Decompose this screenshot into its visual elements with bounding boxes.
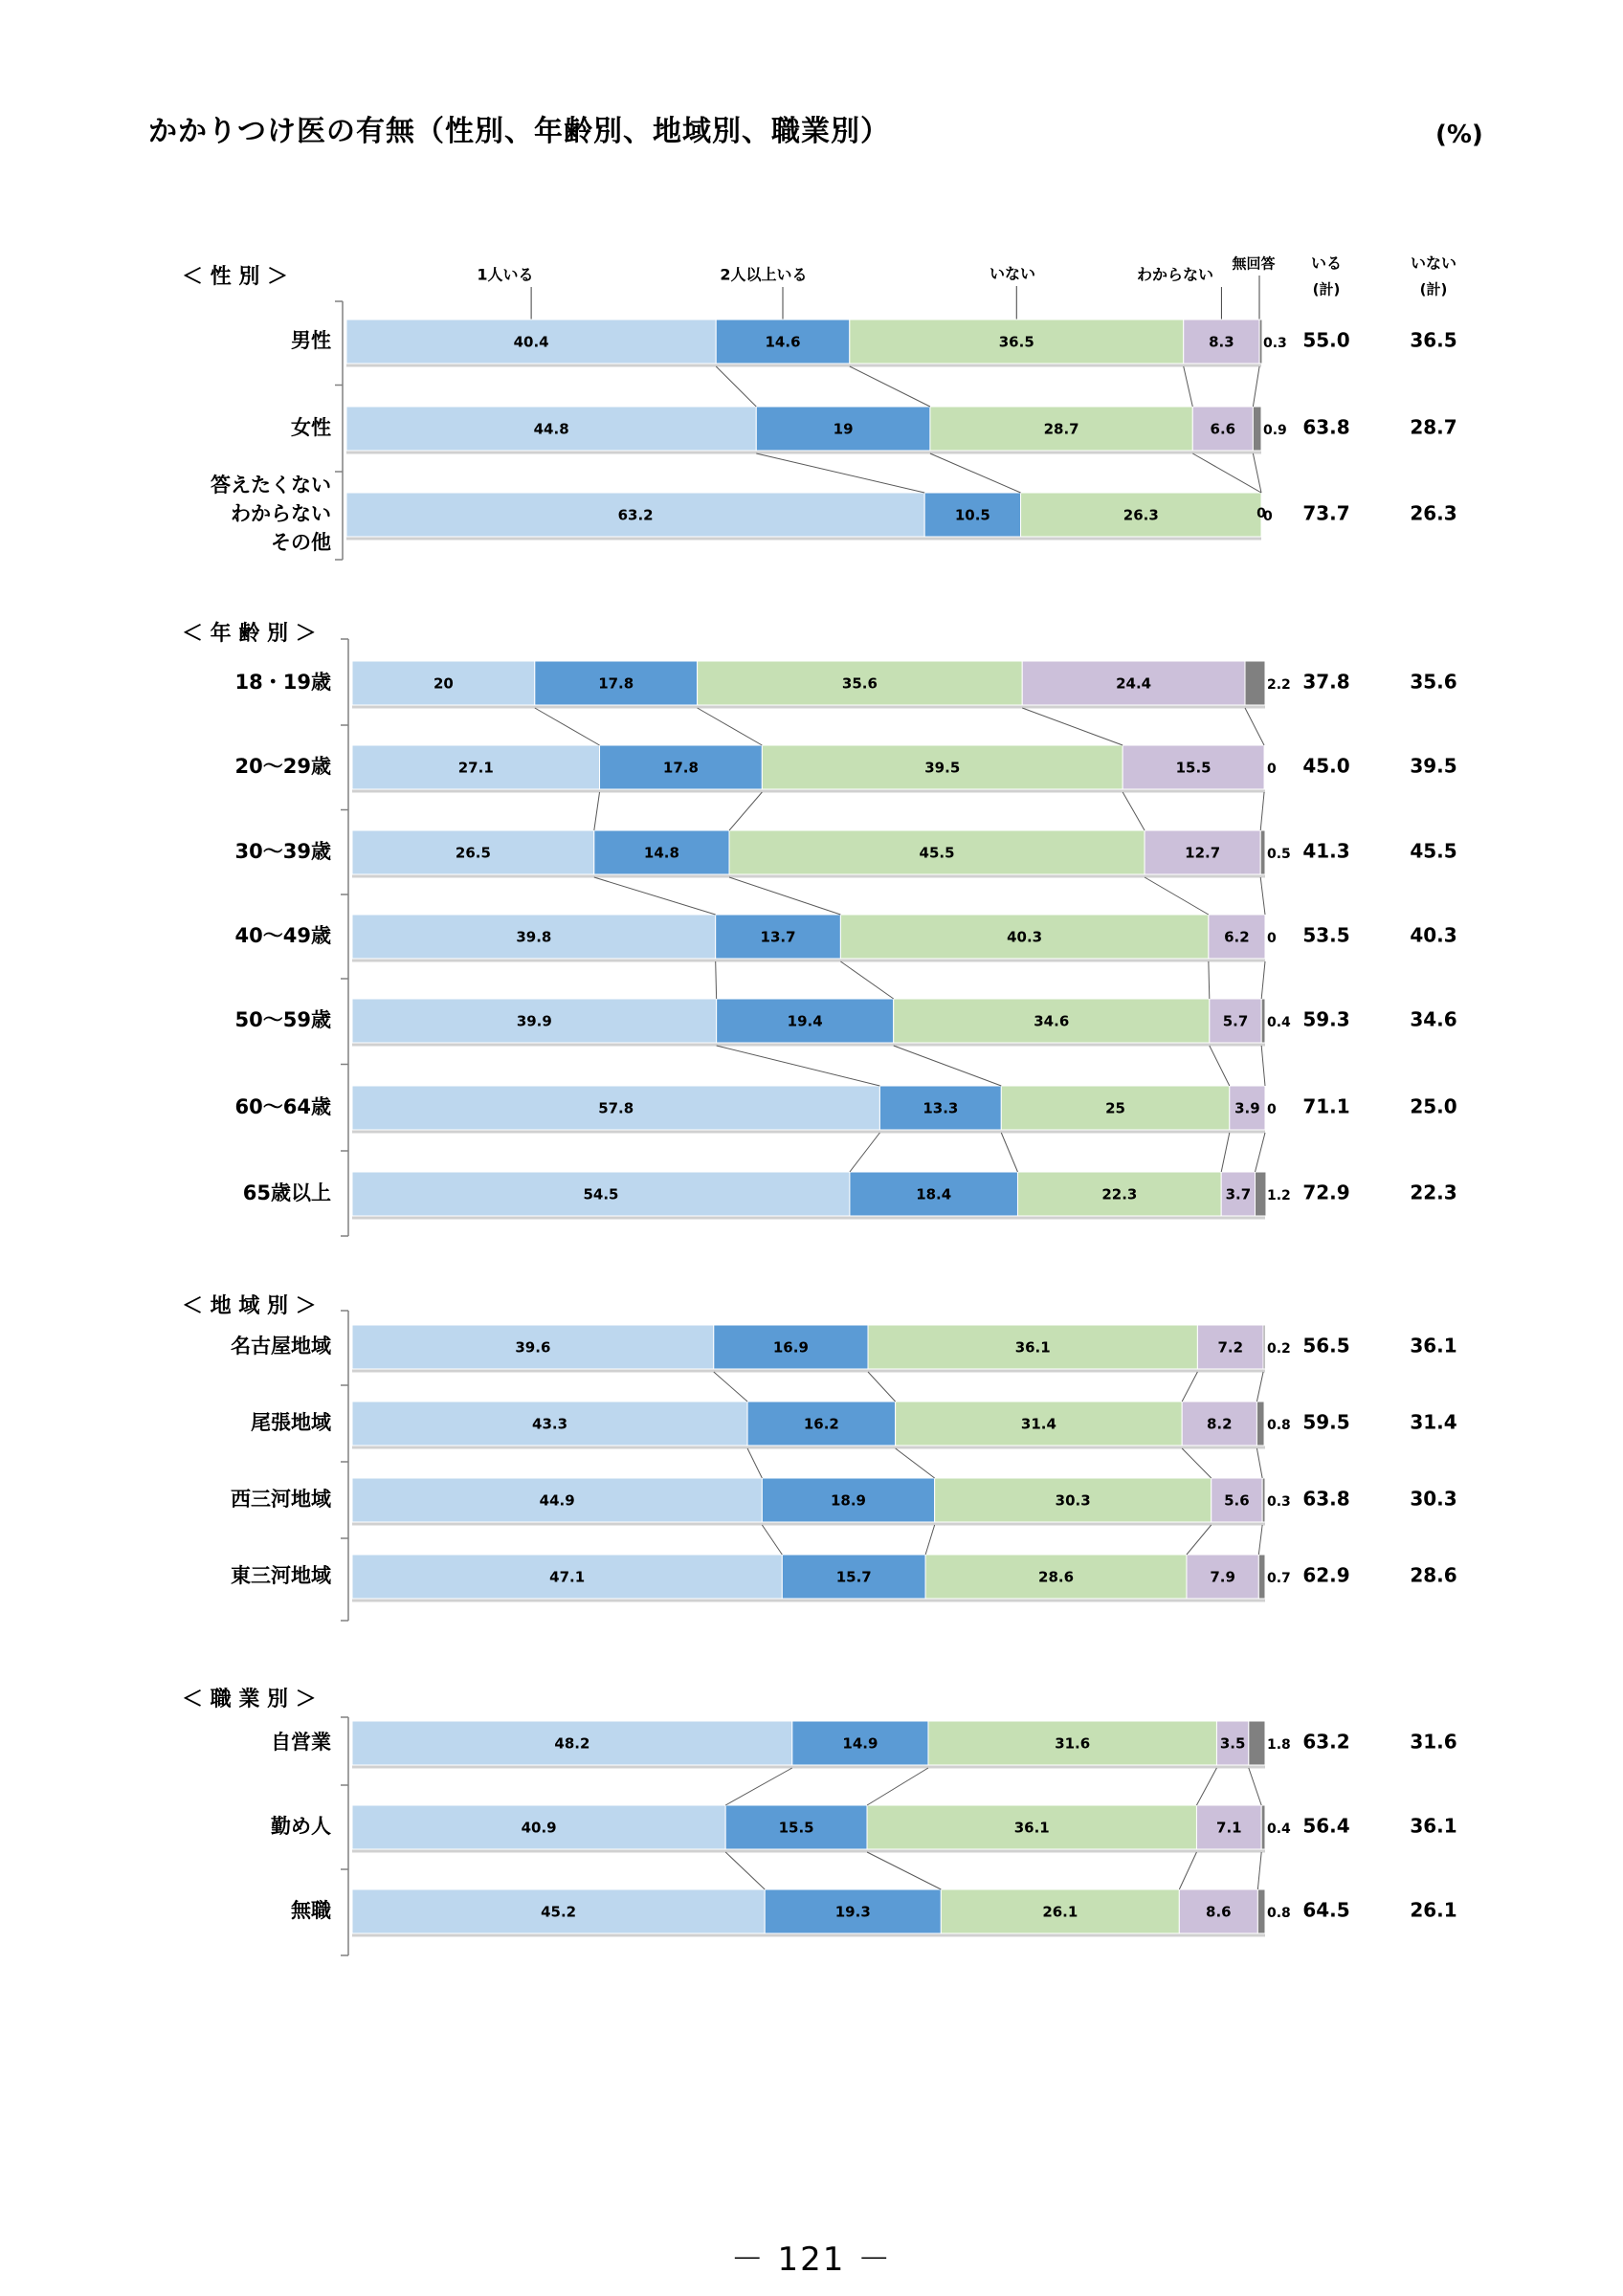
data-label-no-answer: 0.5: [1267, 847, 1291, 862]
total-yes: 55.0: [1302, 328, 1350, 352]
series-connector: [930, 453, 1021, 493]
total-no: 34.6: [1410, 1007, 1457, 1031]
series-connector: [1196, 1768, 1216, 1805]
row-label: 勤め人: [271, 1815, 331, 1838]
row-label: 男性: [291, 329, 331, 352]
total-no: 26.1: [1410, 1898, 1457, 1922]
total-no: 26.3: [1410, 501, 1457, 525]
series-connector: [1258, 1525, 1262, 1555]
group-header: ＜ 年 齢 別 ＞: [182, 622, 317, 646]
data-label-none: 22.3: [1101, 1185, 1138, 1203]
data-label-none: 30.3: [1055, 1491, 1091, 1510]
bar-segment-no-answer: [1263, 1325, 1265, 1369]
bar-segment-no-answer: [1256, 1402, 1264, 1446]
series-connector: [1256, 1133, 1265, 1172]
data-label-no-answer: 0.7: [1267, 1571, 1291, 1586]
total-no: 36.1: [1410, 1334, 1457, 1358]
row-label: 50～59歳: [234, 1008, 331, 1031]
series-connector: [1187, 1525, 1212, 1555]
data-label-two-plus: 16.9: [772, 1338, 809, 1357]
series-connector: [756, 453, 924, 493]
series-connector: [1022, 708, 1123, 745]
series-connector: [1257, 1852, 1261, 1889]
total-no: 45.5: [1410, 839, 1457, 863]
series-connector: [716, 961, 717, 999]
data-label-no-answer: 1.8: [1267, 1737, 1291, 1753]
data-label-two-plus: 14.9: [842, 1734, 878, 1753]
total-yes: 53.5: [1302, 923, 1350, 947]
data-label-one: 47.1: [549, 1568, 586, 1586]
series-connector: [725, 1852, 765, 1889]
bar-segment-no-answer: [1261, 1805, 1265, 1849]
data-label-unknown: 5.6: [1224, 1491, 1250, 1510]
total-yes: 45.0: [1302, 754, 1350, 778]
row-label: 40～49歳: [234, 924, 331, 947]
data-label-one: 40.4: [513, 333, 549, 351]
data-label-one: 27.1: [457, 759, 494, 777]
series-connector: [925, 1525, 935, 1555]
data-label-two-plus: 14.6: [765, 333, 801, 351]
bar-segment-no-answer: [1249, 1721, 1265, 1765]
series-connector: [714, 1372, 747, 1402]
data-label-two-plus: 10.5: [954, 506, 990, 524]
bar-segment-no-answer: [1258, 1555, 1265, 1599]
bar-segment-no-answer: [1261, 999, 1265, 1043]
data-label-one: 44.9: [539, 1491, 575, 1510]
data-label-no-answer: 0.3: [1263, 336, 1287, 351]
series-connector: [1256, 1448, 1262, 1478]
series-connector: [894, 1046, 1002, 1086]
series-connector: [896, 1448, 935, 1478]
data-label-none: 28.6: [1038, 1568, 1075, 1586]
data-label-no-answer: 0.2: [1267, 1341, 1291, 1357]
row-label: 20～29歳: [234, 755, 331, 778]
row-label: 60～64歳: [234, 1095, 331, 1118]
series-connector: [868, 1372, 896, 1402]
data-label-two-plus: 14.8: [643, 844, 679, 862]
total-no: 31.6: [1410, 1730, 1457, 1754]
series-connector: [1261, 961, 1265, 999]
row-label: 自営業: [271, 1731, 331, 1754]
total-no: 28.7: [1410, 415, 1457, 439]
data-label-no-answer: 2.2: [1267, 677, 1291, 693]
series-connector: [1221, 1133, 1230, 1172]
series-connector: [867, 1768, 928, 1805]
data-label-two-plus: 19: [833, 420, 854, 438]
row-label: 答えたくない: [211, 474, 331, 497]
data-label-two-plus: 17.8: [662, 759, 699, 777]
row-label: 東三河地域: [231, 1564, 331, 1587]
total-no: 25.0: [1410, 1094, 1457, 1118]
series-connector: [1260, 792, 1264, 830]
series-connector: [725, 1768, 792, 1805]
row-label: 尾張地域: [251, 1411, 331, 1434]
total-yes: 62.9: [1302, 1563, 1350, 1587]
row-label: 18・19歳: [234, 671, 331, 694]
bar-segment-no-answer: [1253, 407, 1261, 451]
series-connector: [729, 877, 840, 915]
legend-label-no-answer: 無回答: [1232, 254, 1276, 273]
page-title: かかりつけ医の有無（性別、年齢別、地域別、職業別）: [148, 115, 890, 148]
series-connector: [1210, 1046, 1230, 1086]
data-label-unknown: 15.5: [1175, 759, 1212, 777]
series-connector: [716, 366, 756, 407]
legend-label-none: いない: [989, 264, 1036, 283]
data-label-unknown: 12.7: [1185, 844, 1221, 862]
row-label: 西三河地域: [231, 1488, 331, 1511]
series-connector: [1145, 877, 1209, 915]
series-connector: [1261, 1046, 1265, 1086]
data-label-one: 39.8: [516, 928, 552, 946]
row-label: 30～39歳: [234, 840, 331, 863]
data-label-two-plus: 16.2: [803, 1415, 839, 1433]
page-number: － 121 －: [730, 2241, 893, 2279]
row-label: 無職: [291, 1899, 331, 1922]
data-label-unknown: 7.9: [1210, 1568, 1235, 1586]
data-label-two-plus: 15.7: [835, 1568, 872, 1586]
data-label-none: 39.5: [924, 759, 961, 777]
series-connector: [698, 708, 763, 745]
data-label-none: 36.5: [998, 333, 1034, 351]
data-label-no-answer: 0: [1267, 931, 1277, 946]
total-no: 30.3: [1410, 1487, 1457, 1511]
data-label-one: 48.2: [554, 1734, 590, 1753]
series-connector: [1184, 366, 1193, 407]
data-label-one: 40.9: [521, 1819, 557, 1837]
data-label-none: 36.1: [1013, 1819, 1050, 1837]
series-connector: [840, 961, 893, 999]
data-label-none: 26.3: [1123, 506, 1159, 524]
total-yes: 63.8: [1302, 1487, 1350, 1511]
unit-label: (%): [1435, 121, 1483, 149]
group-header: ＜ 職 業 別 ＞: [182, 1688, 317, 1711]
series-connector: [850, 366, 930, 407]
total-no: 36.5: [1410, 328, 1457, 352]
data-label-unknown: 6.6: [1210, 420, 1236, 438]
data-label-no-answer: 0.8: [1267, 1906, 1291, 1921]
data-label-two-plus: 13.7: [760, 928, 796, 946]
data-label-no-answer: 0: [1267, 762, 1277, 777]
data-label-one: 39.9: [516, 1012, 552, 1030]
series-connector: [1260, 877, 1265, 915]
total-yes: 37.8: [1302, 670, 1350, 694]
series-connector: [762, 1525, 782, 1555]
total-yes: 56.5: [1302, 1334, 1350, 1358]
series-connector: [717, 1046, 880, 1086]
bar-segment-no-answer: [1257, 1889, 1265, 1933]
total-yes: 59.3: [1302, 1007, 1350, 1031]
series-connector: [1253, 453, 1261, 493]
group-header: ＜ 性 別 ＞: [182, 265, 288, 289]
bar-segment-no-answer: [1256, 1172, 1266, 1216]
total-yes: 41.3: [1302, 839, 1350, 863]
data-label-unknown: 5.7: [1222, 1012, 1249, 1030]
data-label-unknown: 8.2: [1207, 1415, 1233, 1433]
data-label-two-plus: 19.4: [787, 1012, 823, 1030]
data-label-none: 26.1: [1042, 1903, 1078, 1921]
data-label-unknown: 8.6: [1206, 1903, 1232, 1921]
series-connector: [594, 877, 716, 915]
total-yes: 64.5: [1302, 1898, 1350, 1922]
total-yes: 63.8: [1302, 415, 1350, 439]
series-connector: [1256, 1372, 1263, 1402]
data-label-unknown: 7.1: [1216, 1819, 1242, 1837]
total-no: 22.3: [1410, 1181, 1457, 1204]
row-label: 65歳以上: [242, 1181, 331, 1204]
series-connector: [1179, 1852, 1196, 1889]
total-no: 40.3: [1410, 923, 1457, 947]
series-connector: [1123, 792, 1145, 830]
summary-header-yes-sub: (計): [1312, 280, 1341, 298]
data-label-none: 45.5: [919, 844, 955, 862]
data-label-two-plus: 15.5: [778, 1819, 814, 1837]
data-label-no-answer: 0: [1263, 509, 1273, 524]
data-label-one: 43.3: [532, 1415, 568, 1433]
data-label-no-answer: 0: [1267, 1102, 1277, 1117]
data-label-one: 39.6: [515, 1338, 551, 1357]
data-label-one: 20: [433, 674, 454, 693]
data-label-unknown: 8.3: [1209, 333, 1234, 351]
series-connector: [1253, 366, 1259, 407]
data-label-none: 34.6: [1034, 1012, 1070, 1030]
data-label-no-answer: 0.3: [1267, 1494, 1291, 1510]
total-yes: 56.4: [1302, 1814, 1350, 1838]
legend-label-unknown: わからない: [1136, 265, 1214, 284]
summary-header-no-sub: (計): [1419, 280, 1448, 298]
series-connector: [1245, 708, 1264, 745]
data-label-two-plus: 17.8: [598, 674, 634, 693]
legend-label-two-plus: 2人以上いる: [720, 265, 808, 284]
data-label-no-answer: 0.4: [1267, 1821, 1291, 1837]
total-yes: 63.2: [1302, 1730, 1350, 1754]
data-label-one: 45.2: [541, 1903, 577, 1921]
series-connector: [1182, 1372, 1197, 1402]
data-label-none: 36.1: [1014, 1338, 1051, 1357]
series-connector: [1182, 1448, 1212, 1478]
bar-segment-no-answer: [1245, 661, 1265, 705]
data-label-one: 26.5: [455, 844, 491, 862]
series-connector: [867, 1852, 941, 1889]
total-yes: 71.1: [1302, 1094, 1350, 1118]
series-connector: [1001, 1133, 1017, 1172]
data-label-none: 28.7: [1043, 420, 1079, 438]
summary-header-yes: いる: [1310, 254, 1343, 273]
data-label-two-plus: 18.9: [830, 1491, 867, 1510]
data-label-one: 63.2: [617, 506, 654, 524]
data-label-none: 35.6: [841, 674, 878, 693]
series-connector: [747, 1448, 762, 1478]
data-label-no-answer: 1.2: [1267, 1188, 1291, 1203]
total-no: 39.5: [1410, 754, 1457, 778]
data-label-no-answer: 0.9: [1263, 423, 1287, 438]
data-label-one: 44.8: [533, 420, 569, 438]
data-label-unknown: 6.2: [1224, 928, 1250, 946]
data-label-one: 54.5: [583, 1185, 619, 1203]
total-no: 36.1: [1410, 1814, 1457, 1838]
data-label-no-answer: 0.4: [1267, 1015, 1291, 1030]
data-label-none: 40.3: [1007, 928, 1043, 946]
total-no: 31.4: [1410, 1410, 1457, 1434]
row-label: その他: [271, 531, 331, 554]
series-connector: [594, 792, 600, 830]
summary-header-no: いない: [1410, 254, 1457, 273]
series-connector: [535, 708, 600, 745]
bar-segment-no-answer: [1260, 830, 1265, 874]
bar-segment-no-answer: [1259, 320, 1262, 364]
data-label-unknown: 24.4: [1116, 674, 1152, 693]
data-label-none: 25: [1105, 1099, 1125, 1117]
series-connector: [1192, 453, 1261, 493]
row-label: わからない: [231, 502, 331, 525]
bar-segment-no-answer: [1262, 1478, 1265, 1522]
data-label-unknown: 0: [1256, 506, 1266, 521]
data-label-unknown: 3.5: [1219, 1734, 1246, 1753]
total-no: 35.6: [1410, 670, 1457, 694]
group-header: ＜ 地 域 別 ＞: [182, 1294, 317, 1318]
data-label-none: 31.6: [1055, 1734, 1091, 1753]
series-connector: [1249, 1768, 1261, 1805]
legend-label-one: 1人いる: [477, 265, 534, 284]
total-no: 28.6: [1410, 1563, 1457, 1587]
row-label: 名古屋地域: [231, 1335, 331, 1358]
data-label-two-plus: 18.4: [916, 1185, 952, 1203]
total-yes: 59.5: [1302, 1410, 1350, 1434]
row-label: 女性: [291, 416, 331, 439]
total-yes: 73.7: [1302, 501, 1350, 525]
data-label-no-answer: 0.8: [1267, 1418, 1291, 1433]
series-connector: [850, 1133, 879, 1172]
data-label-none: 31.4: [1020, 1415, 1056, 1433]
data-label-unknown: 3.7: [1225, 1185, 1252, 1203]
data-label-unknown: 7.2: [1217, 1338, 1244, 1357]
data-label-one: 57.8: [598, 1099, 634, 1117]
data-label-unknown: 3.9: [1234, 1099, 1260, 1117]
data-label-two-plus: 19.3: [834, 1903, 871, 1921]
series-connector: [1209, 961, 1210, 999]
data-label-two-plus: 13.3: [923, 1099, 959, 1117]
series-connector: [729, 792, 762, 830]
total-yes: 72.9: [1302, 1181, 1350, 1204]
